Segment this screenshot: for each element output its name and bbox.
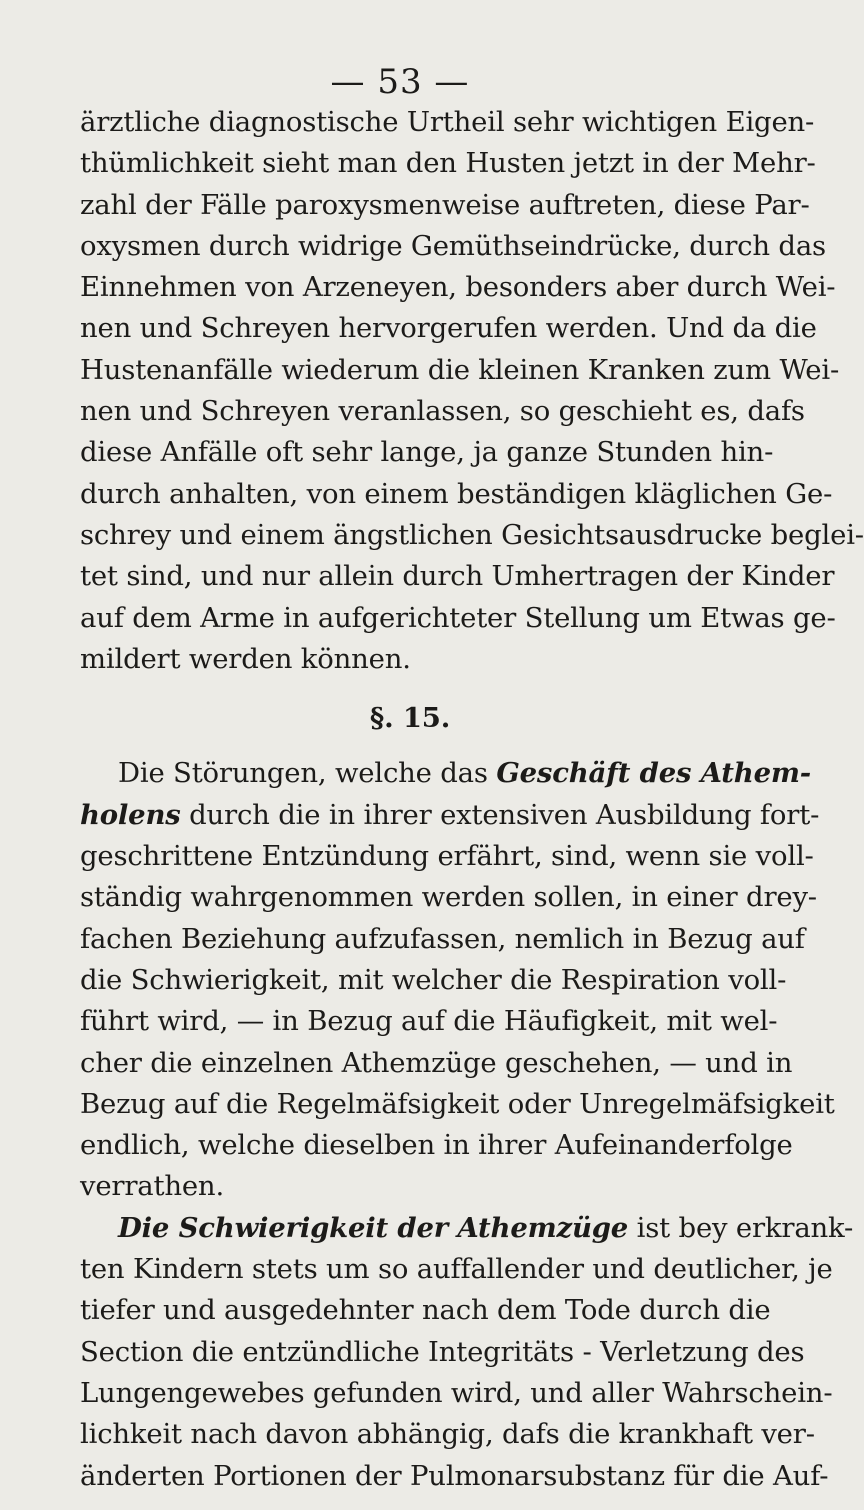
text-run: Section die entzündliche Integritäts - Verletzung des — [80, 1335, 805, 1368]
text-line: schrey und einem ängstlichen Gesichtsausdrucke beglei- — [80, 518, 864, 551]
text-line: tet sind, und nur allein durch Umhertragen der Kinder — [80, 560, 835, 593]
text-line: nen und Schreyen veranlassen, so geschieht es, dafs — [80, 395, 805, 428]
text-run: verrathen. — [80, 1170, 224, 1203]
text-run: tiefer und ausgedehnter nach dem Tode durch die — [80, 1294, 771, 1327]
text-line: nen und Schreyen hervorgerufen werden. Und da die — [80, 312, 817, 345]
text-line — [80, 1166, 740, 1207]
text-line — [80, 1456, 829, 1497]
text-line: diese Anfälle oft sehr lange, ja ganze Stunden hin- — [80, 436, 774, 469]
emphasized-text: Geschäft des Athem- — [496, 757, 812, 790]
text-line — [80, 1125, 793, 1166]
text-run: lichkeit nach davon abhängig, dafs die krankhaft ver- — [80, 1418, 815, 1451]
text-line — [80, 1001, 778, 1042]
text-run: ist bey erkrank- — [628, 1211, 854, 1244]
body-text — [80, 102, 864, 1497]
text-line: auf dem Arme in aufgerichteter Stellung um Etwas ge- — [80, 601, 836, 634]
text-line: oxysmen durch widrige Gemüthseindrücke, durch das — [80, 229, 826, 262]
page-number: — 53 — — [330, 62, 470, 102]
text-line — [80, 1084, 835, 1125]
text-line — [80, 960, 787, 1001]
text-line — [80, 919, 805, 960]
text-line — [80, 836, 814, 877]
text-line — [80, 795, 820, 836]
text-line — [80, 1290, 771, 1331]
text-line: thümlichkeit sieht man den Husten jetzt in der Mehr- — [80, 147, 816, 180]
text-line: Hustenanfälle wiederum die kleinen Kranken zum Wei- — [80, 353, 840, 386]
text-run: ständig wahrgenommen werden sollen, in einer drey- — [80, 881, 817, 914]
text-run: Lungengewebes gefunden wird, und aller Wahrschein- — [80, 1376, 833, 1409]
text-run: endlich, welche dieselben in ihrer Aufeinanderfolge — [80, 1129, 793, 1162]
text-line: ärztliche diagnostische Urtheil sehr wichtigen Eigen- — [80, 106, 815, 138]
text-run: führt wird, — in Bezug auf die Häufigkeit, mit wel- — [80, 1005, 778, 1038]
text-line: durch anhalten, von einem beständigen kläglichen Ge- — [80, 477, 833, 510]
text-run: geschrittene Entzündung erfährt, sind, wenn sie voll- — [80, 840, 814, 873]
text-run: Die Störungen, welche das — [118, 757, 497, 790]
paragraph-continuation — [80, 102, 864, 680]
text-line — [80, 877, 817, 918]
text-run: durch die in ihrer extensiven Ausbildung fort- — [180, 798, 820, 831]
text-run: Bezug auf die Regelmäfsigkeit oder Unregelmäfsigkeit — [80, 1087, 835, 1120]
text-line: mildert werden können. — [80, 642, 411, 675]
section-body — [80, 753, 854, 1496]
text-line — [80, 753, 812, 794]
section-heading: §. 15. — [369, 702, 451, 735]
text-line — [80, 1414, 815, 1455]
emphasized-text: holens — [80, 798, 181, 831]
text-run: ten Kindern stets um so auffallender und deutlicher, je — [80, 1253, 833, 1286]
text-line — [80, 1249, 833, 1290]
text-line — [80, 1043, 793, 1084]
emphasized-text: Die Schwierigkeit der Athemzüge — [118, 1211, 629, 1244]
text-run: änderten Portionen der Pulmonarsubstanz für die Auf- — [80, 1459, 829, 1492]
text-line — [80, 1208, 854, 1249]
text-line: zahl der Fälle paroxysmenweise auftreten, diese Par- — [80, 188, 810, 221]
text-run: fachen Beziehung aufzufassen, nemlich in Bezug auf — [80, 922, 805, 955]
text-run: cher die einzelnen Athemzüge geschehen, — und in — [80, 1046, 793, 1079]
text-line — [80, 1332, 805, 1373]
text-line — [80, 1373, 833, 1414]
text-run: die Schwierigkeit, mit welcher die Respiration voll- — [80, 963, 787, 996]
text-line: Einnehmen von Arzeneyen, besonders aber durch Wei- — [80, 271, 836, 304]
